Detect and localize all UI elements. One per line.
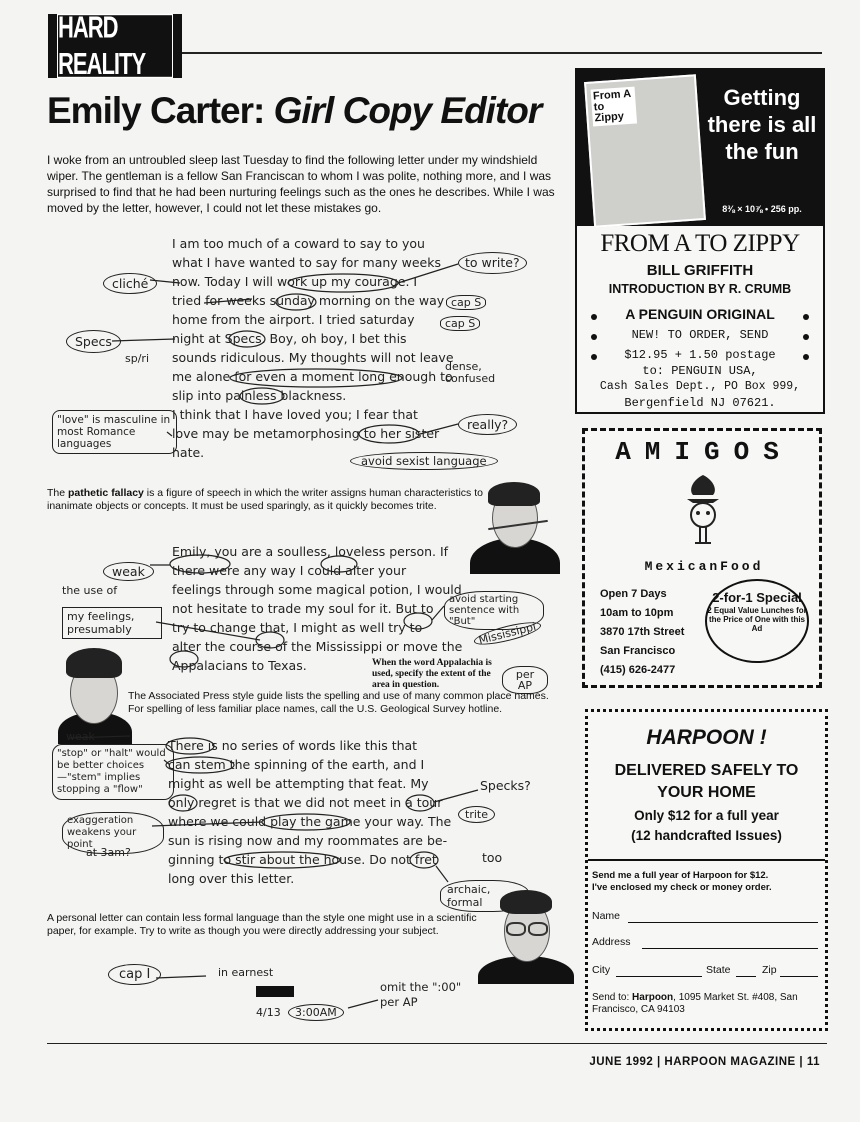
article-title-italic: Girl Copy Editor	[273, 90, 542, 131]
caption-1-pre: The	[47, 487, 69, 499]
note-cap-s-2: cap S	[440, 316, 480, 331]
letter-line: night at Specs. Boy, oh boy, I bet this	[172, 331, 407, 346]
letter-line: hate.	[172, 445, 205, 460]
letter-line: sounds ridiculous. My thoughts will not leave	[172, 350, 454, 365]
note-mississippi: Mississippi	[472, 618, 542, 649]
zippy-title: FROM A TO ZIPPY	[600, 230, 800, 257]
leader-line	[167, 432, 172, 436]
zippy-tagline: Getting there is all the fun	[707, 85, 817, 164]
zippy-order-4: Cash Sales Dept., PO Box 999,	[599, 380, 801, 393]
letter-line: ginning to stir about the house. Do not fret	[168, 852, 437, 867]
letter-line: tried for weeks sunday morning on the way	[172, 293, 445, 308]
zippy-author: BILL GRIFFITH	[646, 262, 754, 279]
strike-for-weeks	[204, 299, 252, 303]
note-avoid-starting: avoid starting sentence with "But"	[444, 591, 544, 630]
note-really: really?	[458, 414, 517, 435]
circle-stir-about-house	[224, 852, 340, 868]
harpoon-name-label: Name	[592, 910, 621, 922]
letter-line: only regret is that we did not meet in a tour	[168, 795, 443, 810]
amigos-info-line: 10am to 10pm	[600, 607, 674, 619]
note-my-feelings: my feelings, presumably	[62, 607, 162, 639]
harpoon-sendto-pre: Send to:	[592, 992, 633, 1003]
letter-line: long over this letter.	[168, 871, 295, 886]
zippy-order-5: Bergenfield NJ 07621.	[624, 396, 776, 410]
circle-her-sister	[359, 425, 419, 443]
zippy-order-3: to: PENGUIN USA,	[642, 364, 758, 378]
circle-work-up-courage	[288, 274, 398, 292]
circle-there-were	[170, 555, 230, 573]
circle-tour	[406, 795, 434, 811]
amigos-special-text: 2 Equal Value Lunches for the Price of One with this Ad	[707, 606, 807, 633]
footer-rule	[47, 1043, 827, 1044]
circle-specs	[229, 331, 265, 347]
circle-that	[256, 632, 284, 648]
amigos-info-line: (415) 626-2477	[600, 664, 676, 676]
note-archaic: archaic, formal	[440, 880, 529, 912]
note-specs: Specs	[66, 330, 121, 353]
leader-line	[70, 736, 130, 738]
note-avoid-sexist: avoid sexist language	[350, 452, 498, 470]
leader-line	[348, 1000, 378, 1008]
note-too: too	[482, 850, 503, 865]
leader-line	[434, 790, 478, 802]
letter-in-earnest: in earnest	[218, 966, 274, 979]
note-the-use-of: the use of	[62, 584, 118, 597]
harpoon-send-2: I've enclosed my check or money order.	[592, 882, 772, 893]
amigos-info-line: San Francisco	[600, 645, 676, 657]
note-cap-s-1: cap S	[446, 295, 486, 310]
leader-line	[436, 866, 448, 882]
circle-there-is	[166, 738, 214, 754]
letter-line: not hesitate to trade my soul for it. But to	[172, 601, 434, 616]
letter-line: now. Today I will work up my courage. I	[172, 274, 418, 289]
letter-line: slip into painless blackness.	[172, 388, 347, 403]
leader-line	[156, 622, 260, 640]
leader-line	[398, 264, 458, 283]
leader-line	[112, 339, 175, 341]
note-exaggeration: exaggeration weakens your point	[62, 812, 164, 854]
amigos-info-line: 3870 17th Street	[600, 626, 685, 638]
note-love-masculine: "love" is masculine in most Romance languages	[52, 410, 177, 454]
letter-line: I think that I have loved you; I fear that	[172, 407, 418, 422]
note-weak: weak	[103, 562, 154, 581]
harpoon-sendto-bold: Harpoon	[632, 992, 674, 1003]
circle-sunday	[276, 294, 316, 310]
letter-line: home from the airport. I tried saturday	[172, 312, 415, 327]
zippy-order-2: $12.95 + 1.50 postage	[624, 348, 776, 362]
page-footer: JUNE 1992 | HARPOON MAGAZINE | 11	[589, 1056, 820, 1068]
letter-line: Appalacians to Texas.	[172, 658, 307, 673]
letter-line: where we could play the game your way. The	[168, 814, 452, 829]
letter-line: alter the course of the Mississippi or move the	[172, 639, 463, 654]
harpoon-line-4: (12 handcrafted Issues)	[631, 828, 782, 843]
circle-painless	[240, 388, 284, 404]
amigos-special-title: 2-for-1 Special	[712, 590, 802, 605]
letter-line: I am too much of a coward to say to you	[172, 236, 425, 251]
leader-line	[164, 760, 170, 765]
note-cliche: cliché	[103, 273, 157, 294]
caption-1-post: is a figure of speech in which the writer assigns human characteristics to inanimate objects or concepts. It must be used sparingly, as it quickly becomes trite.	[47, 487, 483, 512]
harpoon-state-label: State	[706, 964, 731, 976]
amigos-subtitle: MexicanFood	[644, 559, 764, 574]
note-appalachia: When the word Appalachia is used, specify the extent of the area in question.	[372, 658, 492, 690]
section-badge-label: HARD REALITY	[57, 14, 173, 78]
amigos-info-line: Open 7 Days	[600, 588, 667, 600]
circle-fret	[410, 852, 438, 868]
letter-line: feelings through some magical potion, I would	[172, 582, 462, 597]
zippy-original: A PENGUIN ORIGINAL	[625, 306, 775, 322]
note-cap-i: cap I	[108, 964, 161, 985]
harpoon-line-2: YOUR HOME	[657, 784, 756, 801]
harpoon-headline: HARPOON !	[646, 726, 767, 749]
amigos-name: AMIGOS	[615, 437, 793, 467]
letter-time: 3:00AM	[288, 1004, 344, 1021]
note-specks: Specks?	[480, 778, 531, 793]
caption-1-bold: pathetic fallacy	[68, 487, 144, 499]
circle-only	[169, 795, 197, 811]
letter-line: might as well be attempting that feat. My	[168, 776, 429, 791]
letter-line: me alone for even a moment long enough to	[172, 369, 453, 384]
zippy-dimensions: 8⅜ × 10⅞ • 256 pp.	[722, 204, 802, 214]
letter-date: 4/13	[256, 1006, 281, 1019]
circle-can-stem	[166, 757, 234, 773]
note-omit: omit the ":00" per AP	[380, 980, 462, 1009]
note-sp-ri: sp/ri	[125, 352, 149, 365]
harpoon-zip-label: Zip	[762, 964, 777, 976]
note-per-ap: per AP	[502, 666, 548, 694]
note-trite: trite	[458, 806, 495, 823]
letter-line: try to change that, I might as well try to	[172, 620, 423, 635]
leader-line	[152, 822, 262, 826]
leader-line	[150, 280, 180, 283]
zippy-order-1: NEW! TO ORDER, SEND	[631, 328, 769, 342]
leader-line	[156, 976, 206, 978]
harpoon-sendto-post: , 1095 Market St. #408, San Francisco, CA 94103	[592, 992, 798, 1015]
leader-line	[432, 606, 444, 620]
circle-alter	[321, 556, 357, 572]
circle-play-the-game	[262, 814, 350, 830]
harpoon-send-1: Send me a full year of Harpoon for $12.	[592, 870, 769, 881]
note-dense: dense, confused	[445, 360, 496, 385]
leader-line	[420, 424, 458, 434]
letter-line: There is no series of words like this that	[168, 738, 418, 753]
article-intro: I woke from an untroubled sleep last Tuesday to find the following letter under my windshield wiper. The gentleman is a fellow San Franciscan to whom I was polite, nothing more, and I was surprised to find that he had been nurturing feelings such as the ones he describes. While I was moved by the letter, however, I could not let these mistakes go.	[47, 153, 555, 215]
harpoon-line-3: Only $12 for a full year	[634, 808, 779, 823]
caption-personal-letter: A personal letter can contain less formal language than the style one might use in a scientific paper, for example. Try to write as though you were directly addressing your subject.	[47, 912, 477, 937]
zippy-book-cover-title: From A to Zippy	[591, 87, 637, 127]
caption-ap-style: The Associated Press style guide lists the spelling and use of many common place names. For spelling of less familiar place names, call the U.S. Geological Survey hotline.	[128, 690, 549, 715]
harpoon-city-label: City	[592, 964, 611, 976]
letter-line: what I have wanted to say for many weeks	[172, 255, 442, 270]
harpoon-line-1: DELIVERED SAFELY TO	[614, 762, 799, 779]
article-title-main: Emily Carter:	[47, 90, 274, 131]
letter-line: sun is rising now and my roommates are be-	[168, 833, 448, 848]
letter-line: Emily, you are a soulless, loveless person. If	[172, 544, 449, 559]
note-at-3am: at 3am?	[86, 846, 131, 859]
circle-but	[404, 613, 432, 629]
circle-for-even-moment	[230, 369, 402, 387]
harpoon-address-label: Address	[592, 936, 631, 948]
letter-line: there were any way I could alter your	[172, 563, 407, 578]
letter-line: can stem the spinning of the earth, and I	[168, 757, 425, 772]
note-to-write: to write?	[458, 252, 527, 274]
letter-line: love may be metamorphosing to her sister	[172, 426, 440, 441]
zippy-introduction: INTRODUCTION BY R. CRUMB	[608, 282, 792, 296]
circle-alter-2	[170, 651, 198, 667]
note-weak-2: weak	[66, 730, 95, 743]
note-stop-halt: "stop" or "halt" would be better choices—"stem" implies stopping a "flow"	[52, 744, 174, 800]
